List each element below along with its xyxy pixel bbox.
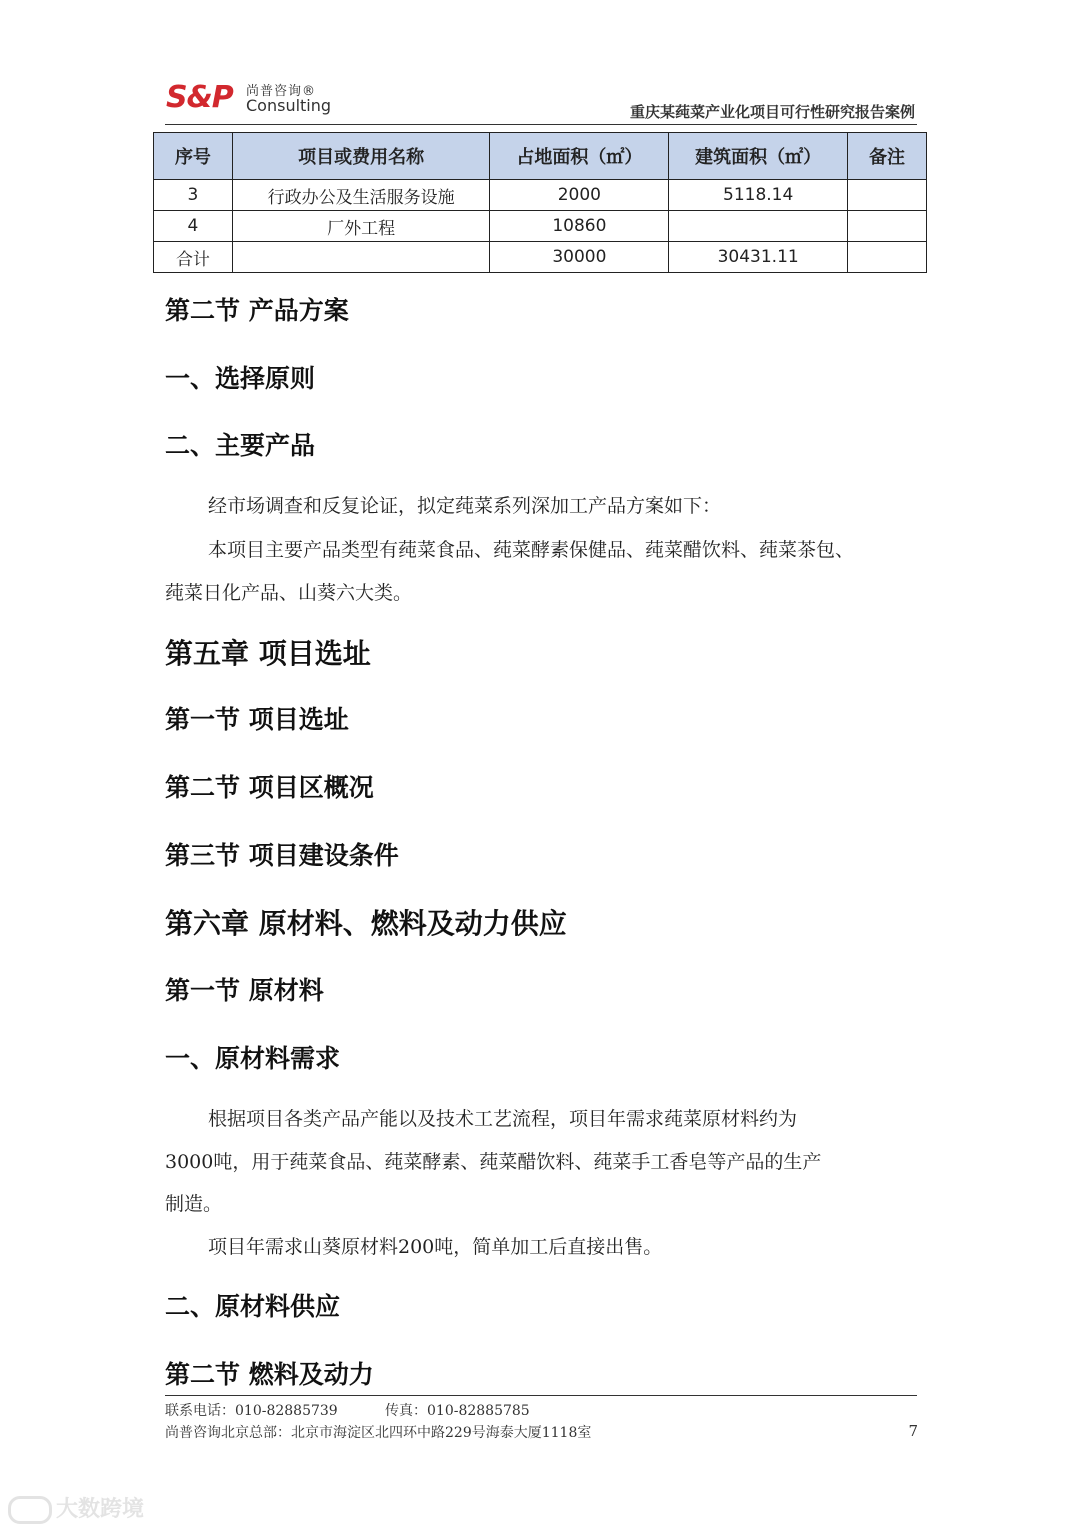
table-row-total (154, 242, 927, 273)
footer-phone: 联系电话：010-82885739 (165, 1403, 338, 1419)
paragraph-continuation: 莼菜日化产品、山葵六大类。 (165, 582, 413, 604)
section-heading: 第一节 项目选址 (165, 705, 349, 734)
land-area-table (153, 132, 927, 273)
paragraph: 项目年需求山葵原材料200吨，简单加工后直接出售。 (208, 1236, 663, 1258)
header-cell-remarks: 备注 (848, 133, 927, 180)
table-cell: 厂外工程 (232, 211, 490, 242)
document-header-title: 重庆某莼菜产业化项目可行性研究报告案例 (629, 103, 915, 121)
footer-fax: 传真：010-82885785 (385, 1403, 530, 1419)
watermark-text: 大数跨境 (56, 1497, 145, 1522)
table-cell: 30431.11 (669, 242, 848, 273)
header-cell-land-area: 占地面积（㎡） (490, 133, 669, 180)
paragraph: 经市场调查和反复论证，拟定莼菜系列深加工产品方案如下： (208, 495, 722, 517)
section-heading: 第二节 项目区概况 (165, 773, 374, 802)
table-row (154, 180, 927, 211)
table-cell: 4 (154, 211, 233, 242)
table-cell (232, 242, 490, 273)
watermark-logo-icon (8, 1496, 52, 1524)
table-cell: 10860 (490, 211, 669, 242)
paragraph: 根据项目各类产品产能以及技术工艺流程，项目年需求莼菜原材料约为 (208, 1108, 798, 1130)
section-heading: 第三节 项目建设条件 (165, 841, 399, 870)
chapter-heading: 第六章 原材料、燃料及动力供应 (165, 907, 567, 940)
header-divider (165, 124, 917, 125)
table-cell: 合计 (154, 242, 233, 273)
table-cell: 行政办公及生活服务设施 (232, 180, 490, 211)
table-cell (669, 211, 848, 242)
watermark (8, 1492, 144, 1524)
page-number: 7 (908, 1422, 918, 1440)
chapter-heading: 第五章 项目选址 (165, 637, 371, 670)
table-cell (848, 180, 927, 211)
section-heading: 第二节 燃料及动力 (165, 1360, 374, 1389)
paragraph-continuation: 制造。 (165, 1193, 223, 1215)
footer-address: 尚普咨询北京总部：北京市海淀区北四环中路229号海泰大厦1118室 (165, 1425, 592, 1441)
table-cell (848, 242, 927, 273)
table-cell: 3 (154, 180, 233, 211)
section-heading: 第二节 产品方案 (165, 296, 349, 325)
header-cell-building-area: 建筑面积（㎡） (669, 133, 848, 180)
logo-chinese-name: 尚普咨询® (246, 84, 317, 99)
paragraph: 本项目主要产品类型有莼菜食品、莼菜酵素保健品、莼菜醋饮料、莼菜茶包、 (208, 539, 855, 561)
header-cell-index: 序号 (154, 133, 233, 180)
table-header-row (154, 133, 927, 180)
subsection-heading: 二、主要产品 (165, 431, 316, 460)
table-cell: 5118.14 (669, 180, 848, 211)
subsection-heading: 一、原材料需求 (165, 1044, 341, 1073)
logo-mark: S&P (166, 80, 233, 115)
table-cell: 30000 (490, 242, 669, 273)
table-cell: 2000 (490, 180, 669, 211)
subsection-heading: 二、原材料供应 (165, 1292, 341, 1321)
paragraph-continuation: 3000吨，用于莼菜食品、莼菜酵素、莼菜醋饮料、莼菜手工香皂等产品的生产 (165, 1151, 822, 1173)
company-logo (166, 78, 336, 118)
section-heading: 第一节 原材料 (165, 976, 324, 1005)
subsection-heading: 一、选择原则 (165, 364, 316, 393)
header-cell-item: 项目或费用名称 (232, 133, 490, 180)
logo-english-name: Consulting (246, 96, 332, 115)
table-row (154, 211, 927, 242)
footer-divider (165, 1395, 917, 1396)
table-cell (848, 211, 927, 242)
